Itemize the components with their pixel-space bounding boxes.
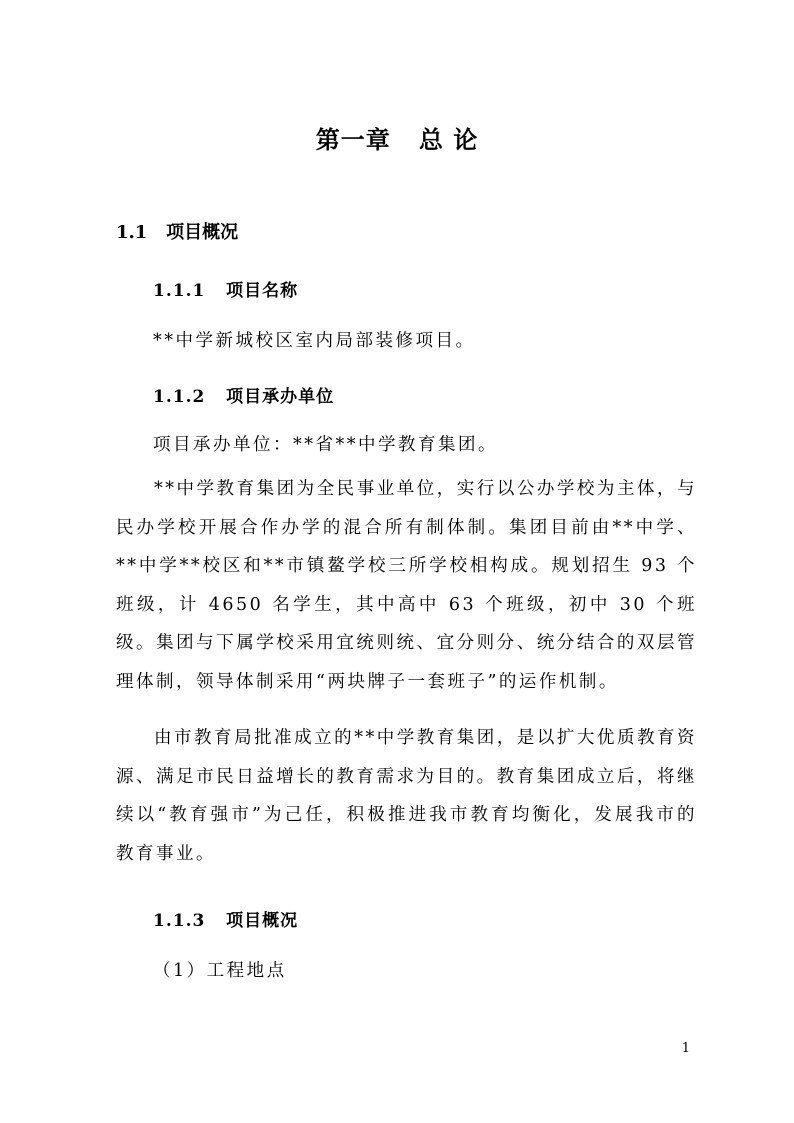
body-paragraph-1: **中学教育集团为全民事业单位，实行以公办学校为主体，与民办学校开展合作办学的混合所有制体制。集团目前由**中学、**中学**校区和**市镇鳌学校三所学校相构成。规划招生 93 个班级，计 4650 名学生，其中高中 63 个班级，初中 30 个班级。集团与下属学校采用宜统则统、宜分则分、统分结合的双层管理体制，领导体制采用“两块牌子一套班子”的运作机制。 xyxy=(116,479,697,692)
section-heading-1-1-1: 1.1.1 项目名称 xyxy=(153,281,299,301)
section-heading-1-1-3: 1.1.3 项目概况 xyxy=(153,911,299,931)
list-item-location: （1）工程地点 xyxy=(153,961,287,981)
section-heading-1-1-2: 1.1.2 项目承办单位 xyxy=(153,387,335,407)
page-number: 1 xyxy=(681,1041,690,1056)
chapter-title: 第一章 总 论 xyxy=(315,125,479,154)
project-name-text: **中学新城校区室内局部装修项目。 xyxy=(153,331,476,351)
organizer-text: 项目承办单位：**省**中学教育集团。 xyxy=(153,435,498,455)
body-paragraph-2: 由市教育局批准成立的**中学教育集团，是以扩大优质教育资源、满足市民日益增长的教育需求为目的。教育集团成立后，将继续以“教育强市”为己任，积极推进我市教育均衡化，发展我市的教育事业。 xyxy=(116,728,697,864)
section-heading-1-1: 1.1 项目概况 xyxy=(116,222,239,243)
